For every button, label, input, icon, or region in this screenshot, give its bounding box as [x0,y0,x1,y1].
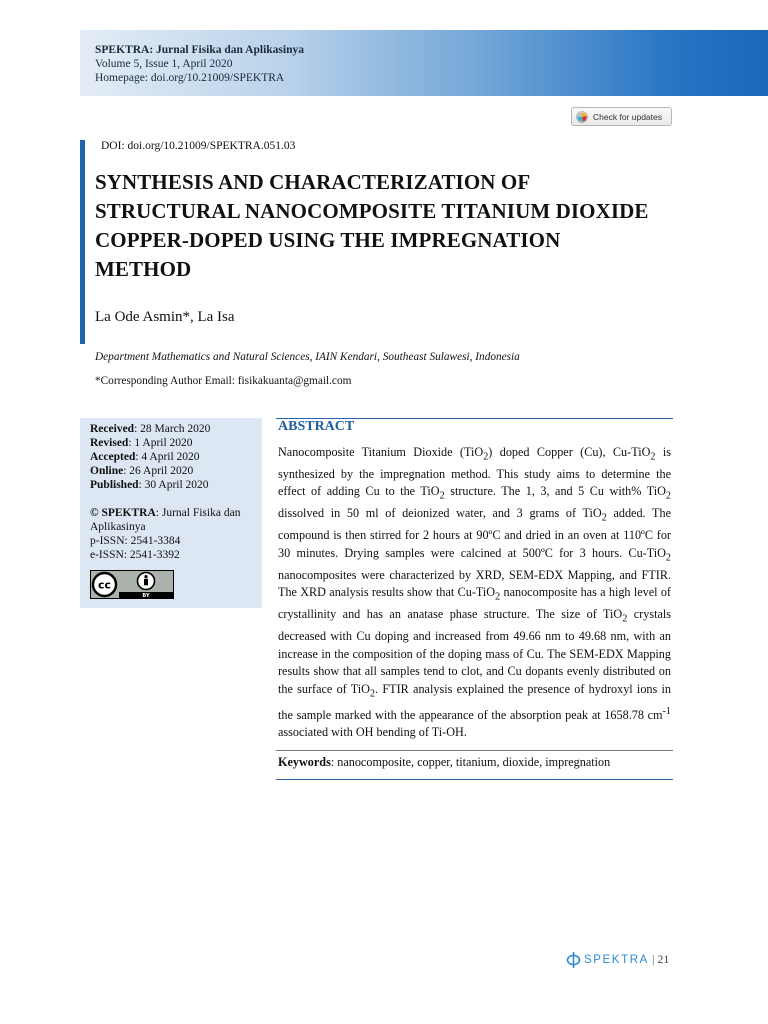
abstract-heading: ABSTRACT [278,419,355,434]
check-for-updates-label: Check for updates [593,111,662,122]
keywords: Keywords: nanocomposite, copper, titanium, dioxide, impregnation [278,755,611,769]
e-issn: e-ISSN: 2541-3392 [90,549,180,561]
copyright-info [90,506,260,562]
check-for-updates-button[interactable] [571,107,672,126]
copyright-holder: © SPEKTRA: Jurnal Fisika dan Aplikasinya [90,507,241,533]
page-number: | 21 [652,952,670,966]
footer-brand: SPEKTRA [584,954,649,966]
cc-by-license-icon[interactable] [90,570,174,599]
crossmark-icon [576,111,588,123]
received-date: Received: 28 March 2020 [90,423,211,435]
abstract-body: Nanocomposite Titanium Dioxide (TiO$_2$) doped Copper (Cu), Cu-TiO$_2$ is synthesized by the impregnation method. This study aims to determine the effect of adding Cu to the TiO$_2$ structure. The 1, 3, and 5 Cu with% TiO$_2$ dissolved in 50 ml of deionized water, and 3 grams of TiO$_2$ added. The compound is then stirred for 2 hours at 90ºC and dried in an oven at 110ºC for 30 minutes. Drying samples were calcined at 500ºC for 3 hours. Cu-TiO$_2$ nanocomposites were characterized by XRD, SEM-EDX Mapping, and FTIR. The XRD analysis results show that Cu-TiO$_2$ nanocomposite has a high level of crystallinity and has an anatase phase structure. The size of TiO$_2$ crystals decreased with Cu doping and increased from 49.66 nm to 49.68 nm, with an increase in the composition of the doping mass of Cu. The SEM-EDX Mapping results show that all samples tend to clot, and Cu dopants evenly distributed on the surface of TiO$_2$. FTIR analysis explained the presence of hydroxyl ions in the sample marked with the appearance of the absorption peak at 1658.78 $cm^{-1}$ associated with OH bending of Ti-OH. [278,445,671,740]
article-doi[interactable]: DOI: doi.org/10.21009/SPEKTRA.051.03 [101,140,296,152]
cc-mark: cc [97,578,112,592]
journal-homepage[interactable]: Homepage: doi.org/10.21009/SPEKTRA [95,72,285,84]
article-dates [90,422,210,492]
revised-date: Revised: 1 April 2020 [90,437,193,449]
published-date: Published: 30 April 2020 [90,479,209,491]
article-authors: La Ode Asmin*, La Isa [95,309,235,325]
keywords-separator [276,750,673,751]
journal-name: SPEKTRA: Jurnal Fisika dan Aplikasinya [95,44,304,56]
article-title: SYNTHESIS AND CHARACTERIZATION OF STRUCTURAL NANOCOMPOSITE TITANIUM DIOXIDE COPPER-DOPED USING THE IMPREGNATION METHOD [95,170,649,281]
author-affiliation: Department Mathematics and Natural Sciences, IAIN Kendari, Southeast Sulawesi, Indonesia [95,351,520,363]
phi-logo-icon [566,951,581,969]
by-mark: BY [142,593,150,599]
abstract-bottom-rule [276,779,673,780]
title-accent-bar [80,140,85,344]
footer-journal-logo [566,951,649,969]
online-date: Online: 26 April 2020 [90,465,194,477]
p-issn: p-ISSN: 2541-3384 [90,535,181,547]
journal-volume: Volume 5, Issue 1, April 2020 [95,58,233,70]
accepted-date: Accepted: 4 April 2020 [90,451,200,463]
corresponding-author-email: *Corresponding Author Email: fisikakuanta@gmail.com [95,375,352,387]
journal-info [95,43,304,85]
